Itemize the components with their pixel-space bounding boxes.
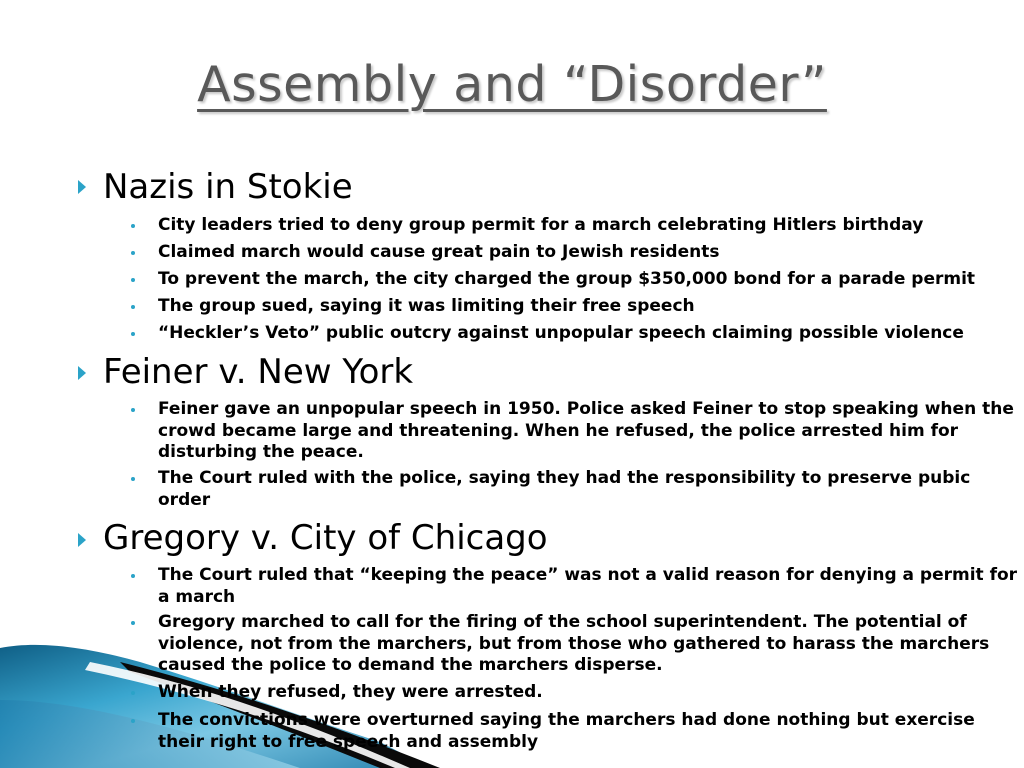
bullet-item: Gregory marched to call for the firing of the school superintendent. The potential of violence, not from the marchers, but from those who gathered to harass the marchers caused the police to demand the marchers disperse. bbox=[158, 612, 990, 675]
arrow-bullet-icon bbox=[78, 533, 86, 547]
bullet-item: Feiner gave an unpopular speech in 1950. Police asked Feiner to stop speaking when the crowd became large and threatening. When he refused, the police arrested him for disturbing the peace. bbox=[158, 399, 1014, 462]
bullet-item: Claimed march would cause great pain to Jewish residents bbox=[158, 242, 720, 262]
slide-title-text: Assembly and “Disorder” bbox=[197, 56, 827, 113]
section-heading: Feiner v. New York bbox=[103, 352, 414, 392]
bullet-item: To prevent the march, the city charged the group $350,000 bond for a parade permit bbox=[158, 269, 976, 289]
bullet-item: The group sued, saying it was limiting their free speech bbox=[158, 296, 695, 316]
dot-bullet-icon bbox=[131, 621, 135, 625]
bullet-item: The Court ruled that “keeping the peace” was not a valid reason for denying a permit for a march bbox=[158, 565, 1018, 607]
section-heading: Nazis in Stokie bbox=[103, 167, 353, 207]
dot-bullet-icon bbox=[131, 574, 135, 578]
dot-bullet-icon bbox=[131, 408, 135, 412]
bullet-item: The convictions were overturned saying the marchers had done nothing but exercise their right to free speech and assembly bbox=[158, 710, 975, 752]
dot-bullet-icon bbox=[131, 278, 135, 282]
dot-bullet-icon bbox=[131, 719, 135, 723]
section-heading: Gregory v. City of Chicago bbox=[103, 518, 548, 558]
dot-bullet-icon bbox=[131, 251, 135, 255]
dot-bullet-icon bbox=[131, 305, 135, 309]
dot-bullet-icon bbox=[131, 477, 135, 481]
dot-bullet-icon bbox=[131, 332, 135, 336]
bullet-item: The Court ruled with the police, saying they had the responsibility to preserve pubic order bbox=[158, 468, 971, 510]
dot-bullet-icon bbox=[131, 691, 135, 695]
arrow-bullet-icon bbox=[78, 180, 86, 194]
arrow-bullet-icon bbox=[78, 366, 86, 380]
bullet-item: City leaders tried to deny group permit for a march celebrating Hitlers birthday bbox=[158, 215, 924, 235]
bullet-item: When they refused, they were arrested. bbox=[158, 682, 543, 702]
dot-bullet-icon bbox=[131, 224, 135, 228]
bullet-item: “Heckler’s Veto” public outcry against unpopular speech claiming possible violence bbox=[158, 323, 964, 343]
